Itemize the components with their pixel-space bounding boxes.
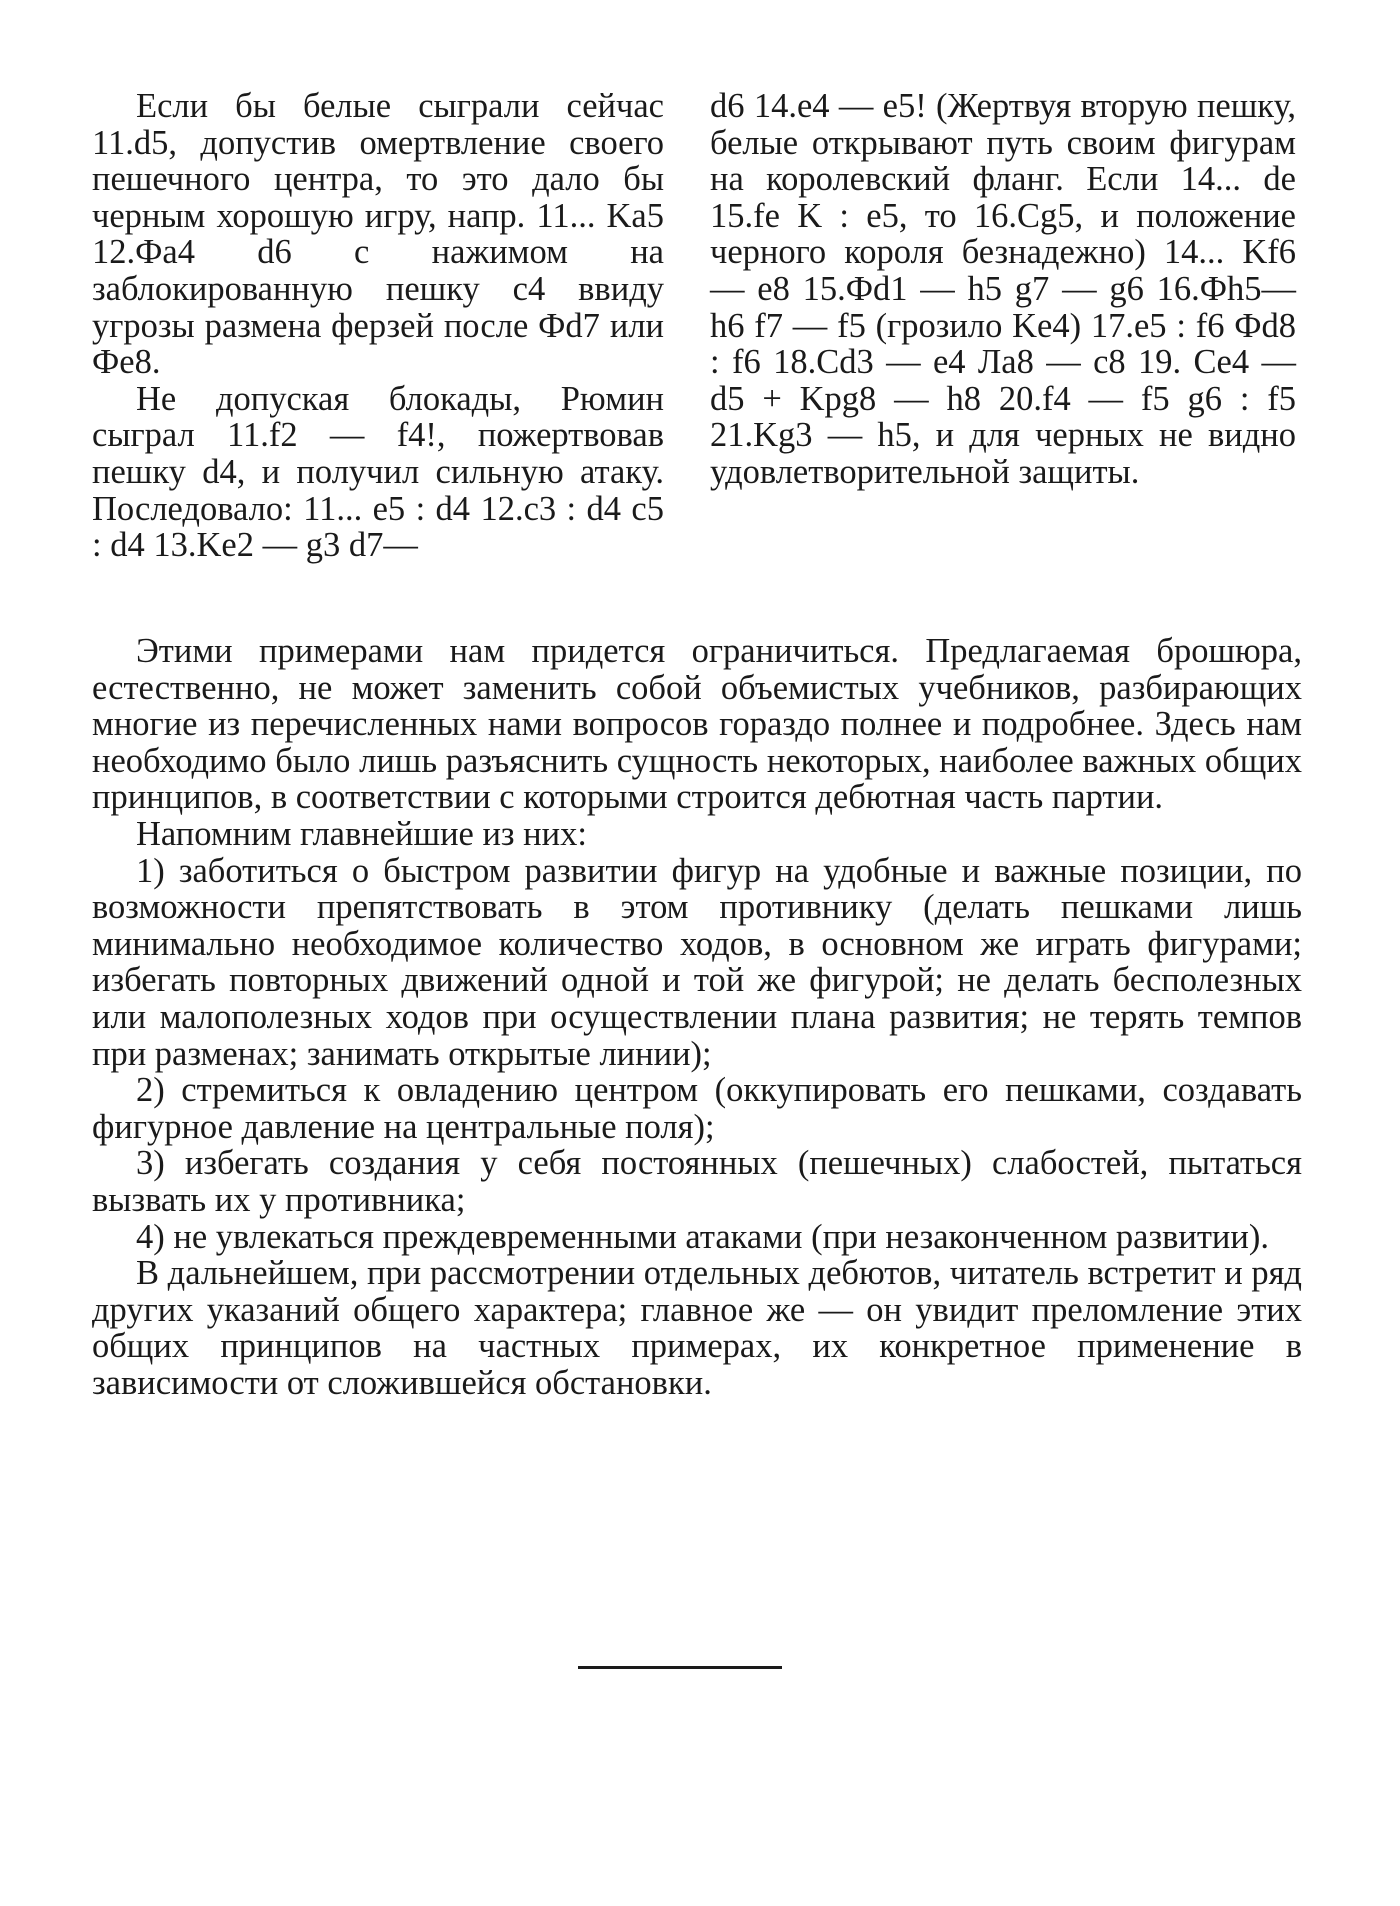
- right-paragraph-1: d6 14.e4 — e5! (Жертвуя вторую пешку, белые открывают путь своим фигурам на королевский фланг. Если 14... de 15.fe K : e5, то 16.Cg5, и положение черного короля безнадежно) 14... Kf6 — e8 15.Фd1 — h5 g7 — g6 16.Фh5— h6 f7 — f5 (грозило Ke4) 17.e5 : f6 Фd8 : f6 18.Cd3 — e4 Лa8 — c8 19. Ce4 — d5 + Kpg8 — h8 20.f4 — f5 g6 : f5 21.Kg3 — h5, и для черных не видно удовлетворительной защиты.: [710, 87, 1296, 491]
- principle-item-3: 3) избегать создания у себя постоянных (пешечных) слабостей, пытаться вызвать их у противника;: [92, 1144, 1302, 1219]
- left-paragraph-1: Если бы белые сыграли сейчас 11.d5, допустив омертвление своего пешечного центра, то это дало бы черным хорошую игру, напр. 11... Ka5 12.Фa4 d6 с нажимом на заблокированную пешку c4 ввиду угрозы размена ферзей после Фd7 или Фe8.: [92, 87, 664, 382]
- main-text: [92, 633, 1302, 1401]
- body-paragraph-1: Этими примерами нам придется ограничиться. Предлагаемая брошюра, естественно, не может заменить собой объемистых учебников, разбирающих многие из перечисленных нами вопросов гораздо полнее и подробнее. Здесь нам необходимо было лишь разъяснить сущность некоторых, наиболее важных общих принципов, в соответствии с которыми строится дебютная часть партии.: [92, 632, 1302, 817]
- left-column: [92, 88, 664, 564]
- principle-item-1: 1) заботиться о быстром развитии фигур на удобные и важные позиции, по возможности препятствовать в этом противнику (делать пешками лишь минимально необходимое количество ходов, в основном же играть фигурами; избегать повторных движений одной и той же фигурой; не делать бесполезных или малополезных ходов при осуществлении плана развития; не терять темпов при разменах; занимать открытые линии);: [92, 851, 1302, 1073]
- principle-item-2: 2) стремиться к овладению центром (оккупировать его пешками, создавать фигурное давление на центральные поля);: [92, 1071, 1302, 1146]
- principle-item-4: 4) не увлекаться преждевременными атаками (при незаконченном развитии).: [136, 1217, 1269, 1256]
- section-end-rule: [578, 1666, 782, 1669]
- body-paragraph-closing: В дальнейшем, при рассмотрении отдельных дебютов, читатель встретит и ряд других указаний общего характера; главное же — он увидит преломление этих общих принципов на частных примерах, их конкретное применение в зависимости от сложившейся обстановки.: [92, 1254, 1302, 1402]
- left-paragraph-2: Не допуская блокады, Рюмин сыграл 11.f2 — f4!, пожертвовав пешку d4, и получил сильную атаку. Последовало: 11... e5 : d4 12.c3 : d4 c5 : d4 13.Ke2 — g3 d7—: [92, 379, 664, 565]
- body-paragraph-2: Напомним главнейшие из них:: [136, 814, 587, 853]
- right-column: [710, 88, 1296, 491]
